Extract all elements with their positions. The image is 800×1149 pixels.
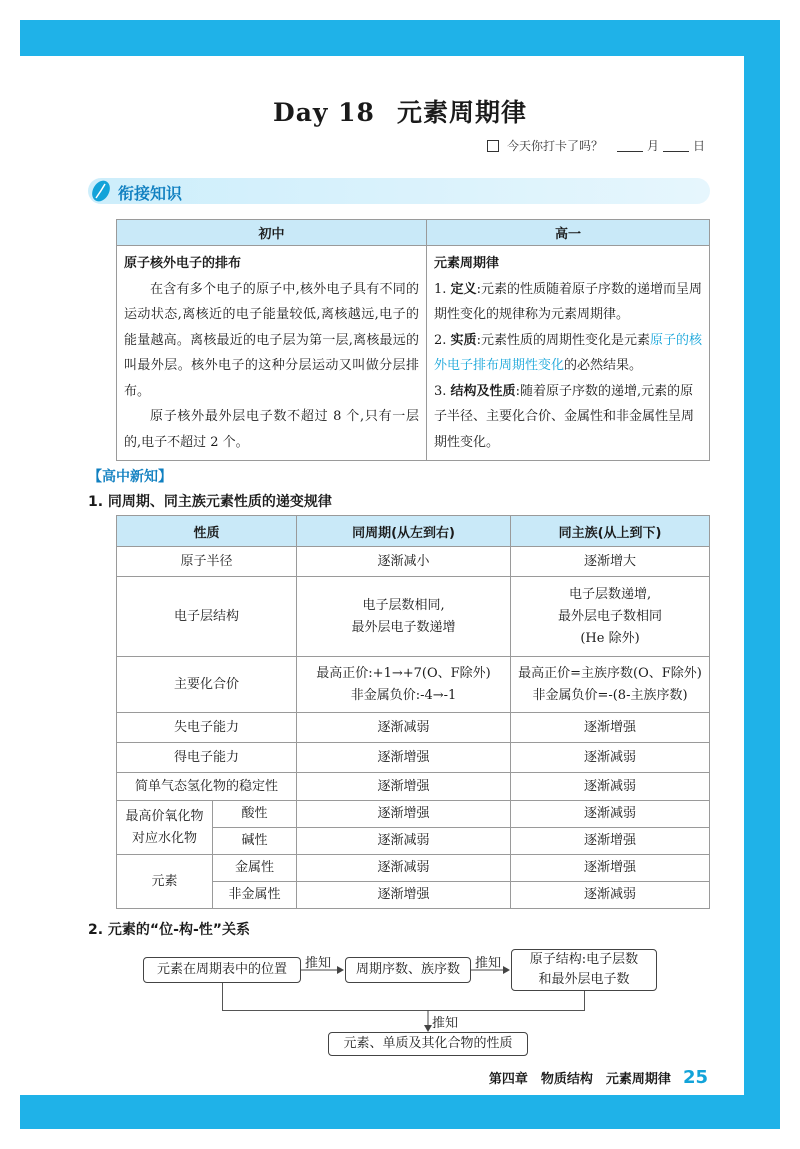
group-value: 逐渐减弱 bbox=[511, 773, 710, 801]
item-text: 的必然结果。 bbox=[564, 358, 643, 373]
property-label: 失电子能力 bbox=[117, 713, 297, 743]
element-label: 元素 bbox=[117, 855, 213, 909]
properties-box: 元素、单质及其化合物的性质 bbox=[328, 1032, 528, 1056]
box-line: 和最外层电子数 bbox=[538, 972, 630, 987]
value-line: 最高正价=主族序数(O、F除外) bbox=[518, 665, 702, 681]
period-value: 逐渐增强 bbox=[297, 773, 511, 801]
atomic-structure-box bbox=[511, 949, 657, 991]
period-value: 逐渐减弱 bbox=[297, 828, 511, 855]
junior-cell bbox=[117, 246, 427, 461]
senior-item-2 bbox=[434, 328, 702, 379]
label-line: 最高价氧化物 bbox=[125, 808, 204, 824]
connector-line bbox=[222, 983, 223, 1010]
senior-item-3 bbox=[434, 379, 702, 456]
col-header-property: 性质 bbox=[117, 516, 297, 547]
table-row bbox=[117, 801, 710, 828]
connector-line bbox=[584, 991, 585, 1010]
periodic-trends-table bbox=[116, 515, 710, 909]
junior-paragraph-1: 在含有多个电子的原子中,核外电子具有不同的运动状态,离核近的电子能量较低,离核越远,电子的能量越高。离核最近的电子层为第一层,离核最远的叫最外层。核外电子的这种分层运动又叫做分层排布。 bbox=[124, 281, 419, 399]
top-color-bar bbox=[20, 20, 780, 56]
day-blank[interactable] bbox=[663, 140, 689, 152]
table-row bbox=[117, 547, 710, 577]
checkin-line bbox=[487, 137, 705, 154]
position-box: 元素在周期表中的位置 bbox=[143, 957, 301, 983]
checkin-text: 今天你打卡了吗？ bbox=[506, 139, 603, 153]
period-value: 逐渐减小 bbox=[297, 547, 511, 577]
property-label: 酸性 bbox=[213, 801, 297, 828]
period-value: 逐渐减弱 bbox=[297, 855, 511, 882]
property-label: 得电子能力 bbox=[117, 743, 297, 773]
group-value: 逐渐减弱 bbox=[511, 801, 710, 828]
property-label: 金属性 bbox=[213, 855, 297, 882]
senior-cell bbox=[427, 246, 710, 461]
junior-paragraph-2: 原子核外最外层电子数不超过 8 个,只有一层的,电子不超过 2 个。 bbox=[124, 409, 419, 450]
chapter-label: 第四章 物质结构 元素周期律 bbox=[488, 1072, 671, 1087]
title-text: 元素周期律 bbox=[396, 98, 527, 127]
item-text: :元素性质的周期性变化是元素 bbox=[476, 332, 650, 348]
arrow-label-1: 推知 bbox=[305, 956, 332, 971]
table-row bbox=[117, 577, 710, 657]
value-line: 电子层数递增, bbox=[568, 586, 652, 602]
item-number: 3. bbox=[434, 383, 447, 399]
col-header-senior: 高一 bbox=[427, 220, 710, 246]
new-knowledge-tag: 【高中新知】 bbox=[88, 469, 172, 485]
bridge-knowledge-table bbox=[116, 219, 710, 461]
leaf-icon bbox=[88, 178, 112, 204]
month-label: 月 bbox=[646, 139, 659, 153]
arrow-label-2: 推知 bbox=[475, 956, 502, 971]
day-label: 日 bbox=[692, 139, 705, 153]
item-text: :随着原子序数的递增,元素的原子半径、主要化合价、金属性和非金属性呈周期性变化。 bbox=[434, 383, 695, 450]
table-row bbox=[117, 713, 710, 743]
property-label: 主要化合价 bbox=[117, 657, 297, 713]
period-value: 逐渐减弱 bbox=[297, 713, 511, 743]
right-color-bar bbox=[744, 20, 780, 1129]
group-value: 逐渐减弱 bbox=[511, 743, 710, 773]
group-value: 逐渐增强 bbox=[511, 713, 710, 743]
period-value: 逐渐增强 bbox=[297, 743, 511, 773]
section-title: 衔接知识 bbox=[118, 184, 183, 203]
senior-item-1 bbox=[434, 277, 702, 328]
arrow-right-icon bbox=[301, 962, 345, 976]
period-value bbox=[297, 577, 511, 657]
label-line: 对应水化物 bbox=[131, 830, 197, 846]
group-value: 逐渐增大 bbox=[511, 547, 710, 577]
bottom-color-bar bbox=[20, 1095, 780, 1129]
value-line: 电子层数相同, bbox=[362, 597, 445, 613]
heading-1: 1. 同周期、同主族元素性质的递变规律 bbox=[88, 494, 332, 510]
property-label: 碱性 bbox=[213, 828, 297, 855]
table-row bbox=[117, 773, 710, 801]
day-number: Day 18 bbox=[273, 98, 375, 127]
oxide-label bbox=[117, 801, 213, 855]
col-header-group: 同主族(从上到下) bbox=[511, 516, 710, 547]
box-line: 原子结构:电子层数 bbox=[529, 952, 639, 967]
col-header-junior: 初中 bbox=[117, 220, 427, 246]
senior-subtitle: 元素周期律 bbox=[434, 256, 500, 271]
col-header-period: 同周期(从左到右) bbox=[297, 516, 511, 547]
highlight-text: 原子的核外电子排布周期性变化 bbox=[434, 332, 702, 373]
month-blank[interactable] bbox=[617, 140, 643, 152]
property-label: 原子半径 bbox=[117, 547, 297, 577]
group-value: 逐渐减弱 bbox=[511, 882, 710, 909]
period-group-box: 周期序数、族序数 bbox=[345, 957, 471, 983]
period-value: 逐渐增强 bbox=[297, 882, 511, 909]
property-label: 电子层结构 bbox=[117, 577, 297, 657]
period-value: 逐渐增强 bbox=[297, 801, 511, 828]
arrow-label-3: 推知 bbox=[432, 1016, 459, 1031]
value-line: 最高正价:+1→+7(O、F除外) bbox=[316, 665, 491, 681]
value-line: 非金属负价:-4→-1 bbox=[350, 687, 457, 703]
value-line: 最外层电子数相同 bbox=[558, 608, 663, 624]
table-row bbox=[117, 657, 710, 713]
item-label: 实质 bbox=[450, 332, 477, 348]
group-value: 逐渐增强 bbox=[511, 855, 710, 882]
group-value bbox=[511, 577, 710, 657]
value-line: 非金属负价=-(8-主族序数) bbox=[532, 687, 688, 703]
table-row bbox=[117, 855, 710, 882]
property-label: 简单气态氢化物的稳定性 bbox=[117, 773, 297, 801]
item-number: 1. bbox=[434, 281, 447, 297]
item-number: 2. bbox=[434, 332, 447, 348]
checkin-checkbox[interactable] bbox=[487, 140, 499, 152]
group-value: 逐渐增强 bbox=[511, 828, 710, 855]
connector-line bbox=[222, 1010, 585, 1011]
item-label: 定义 bbox=[450, 281, 477, 297]
table-row bbox=[117, 743, 710, 773]
period-value bbox=[297, 657, 511, 713]
group-value bbox=[511, 657, 710, 713]
item-label: 结构及性质 bbox=[450, 383, 516, 399]
page-number: 25 bbox=[682, 1067, 708, 1088]
value-line: (He 除外) bbox=[580, 630, 640, 646]
arrow-right-icon bbox=[471, 962, 511, 976]
page-footer bbox=[489, 1067, 708, 1088]
value-line: 最外层电子数递增 bbox=[351, 619, 456, 635]
property-label: 非金属性 bbox=[213, 882, 297, 909]
heading-2: 2. 元素的“位-构-性”关系 bbox=[88, 922, 250, 938]
junior-subtitle: 原子核外电子的排布 bbox=[124, 256, 242, 271]
page-title bbox=[0, 93, 800, 129]
item-text: :元素的性质随着原子序数的递增而呈周期性变化的规律称为元素周期律。 bbox=[434, 281, 702, 322]
